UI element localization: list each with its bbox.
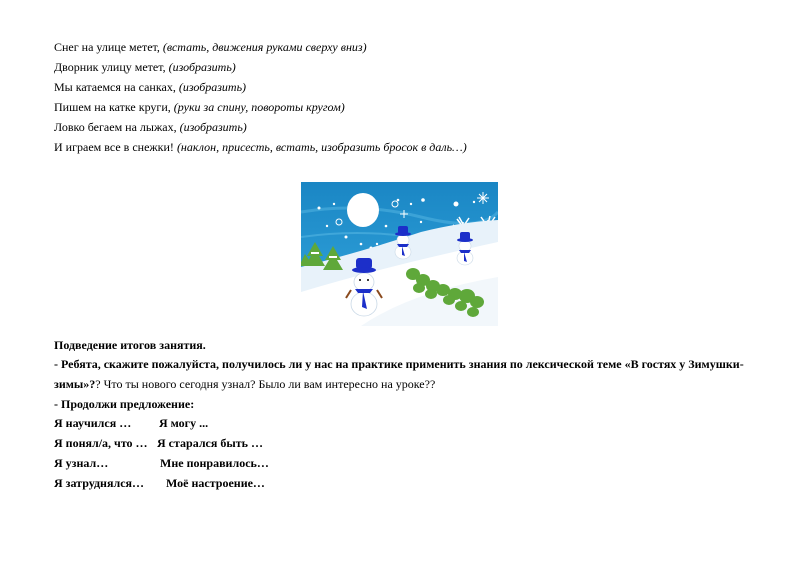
poem-line [54,140,467,154]
prompt-right: Я старался быть … [157,436,263,450]
poem-text: Ловко бегаем на лыжах, [54,120,180,134]
poem-line [54,80,246,94]
prompt-left: Я узнал… [54,456,109,470]
poem-text: Мы катаемся на санках, [54,80,179,94]
poem-action: (встать, движения руками сверху вниз) [162,40,367,54]
continue-label: - Продолжи предложение: [54,397,195,411]
prompt-left: Я понял/а, что … [54,436,148,450]
summary-heading: Подведение итогов занятия. [54,338,206,352]
poem-text: Снег на улице метет, [54,40,163,54]
question-bold-cont: зимы»? [54,377,96,391]
poem-action: (руки за спину, повороты кругом) [173,100,345,114]
poem-text: И играем все в снежки! [54,140,177,154]
poem-line [54,120,247,134]
prompt-right: Я могу ... [159,416,209,430]
poem-action: (изобразить) [178,80,247,94]
summary-question-cont [54,377,435,391]
prompt-right: Мне понравилось… [160,456,269,470]
poem-action: (наклон, присесть, встать, изобразить бросок в даль…) [176,140,467,154]
winter-snowmen-illustration [301,182,498,326]
poem-action: (изобразить) [179,120,247,134]
poem-line [54,100,345,114]
prompt-right: Моё настроение… [166,476,265,490]
poem-action: (изобразить) [168,60,236,74]
prompt-left: Я научился … [54,416,132,430]
question-rest: ? Что ты нового сегодня узнал? Было ли вам интересно на уроке?? [95,377,436,391]
summary-question: - Ребята, скажите пожалуйста, получилось ли у нас на практике применить знания по лексической теме «В гостях у Зимушки- [54,357,744,371]
poem-line [54,60,236,74]
poem-text: Пишем на катке круги, [54,100,174,114]
poem-text: Дворник улицу метет, [54,60,169,74]
poem-line [54,40,367,54]
prompt-left: Я затруднялся… [54,476,145,490]
